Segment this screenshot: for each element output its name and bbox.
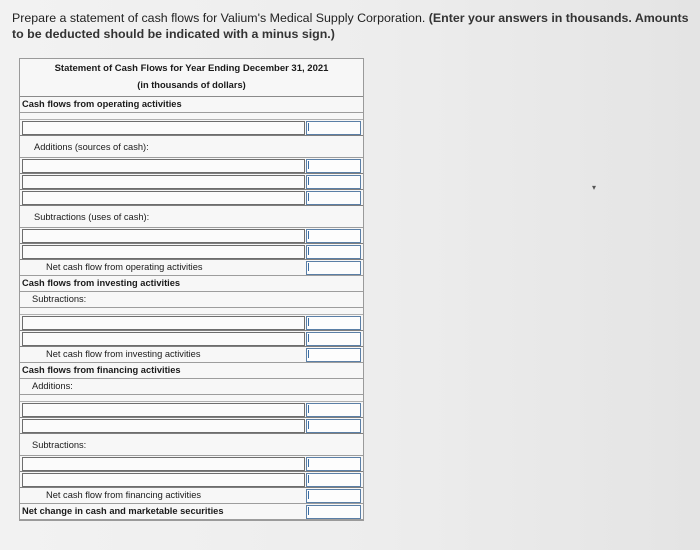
spacer (20, 113, 363, 120)
net-change-amount-input[interactable] (306, 505, 361, 519)
investing-net-row (20, 347, 363, 363)
investing-subtraction-row-1 (20, 315, 363, 331)
financing-additions-row (20, 379, 363, 395)
operating-addition-amount-input-2[interactable] (306, 175, 361, 189)
operating-heading: Cash flows from operating activities (22, 99, 182, 109)
financing-heading: Cash flows from financing activities (22, 365, 181, 375)
financing-addition-row-1 (20, 402, 363, 418)
financing-subtraction-item-input-1[interactable] (22, 457, 305, 471)
operating-addition-row-3 (20, 190, 363, 206)
instructions-text: Prepare a statement of cash flows for Valium's Medical Supply Corporation. (12, 11, 426, 25)
operating-amount-input[interactable] (306, 121, 361, 135)
investing-subtractions-row (20, 292, 363, 308)
operating-item-input[interactable] (22, 121, 305, 135)
financing-addition-amount-input-1[interactable] (306, 403, 361, 417)
investing-subtraction-item-input-1[interactable] (22, 316, 305, 330)
operating-heading-row (20, 97, 363, 113)
operating-addition-item-input-2[interactable] (22, 175, 305, 189)
operating-additions-row (20, 136, 363, 158)
operating-addition-row-1 (20, 158, 363, 174)
investing-subtraction-row-2 (20, 331, 363, 347)
financing-addition-item-input-1[interactable] (22, 403, 305, 417)
spacer (20, 308, 363, 315)
investing-net-amount-input[interactable] (306, 348, 361, 362)
operating-subtraction-item-input-2[interactable] (22, 245, 305, 259)
financing-subtractions-row (20, 434, 363, 456)
operating-addition-item-input-1[interactable] (22, 159, 305, 173)
operating-subtraction-amount-input-2[interactable] (306, 245, 361, 259)
investing-subtractions-label: Subtractions: (32, 294, 87, 304)
operating-subtractions-label: Subtractions (uses of cash): (34, 212, 150, 222)
net-change-label: Net change in cash and marketable securities (22, 506, 224, 516)
net-change-row (20, 504, 363, 520)
spacer (20, 395, 363, 402)
statement-title: Statement of Cash Flows for Year Ending December 31, 2021 (54, 63, 329, 74)
operating-net-row (20, 260, 363, 276)
operating-addition-row-2 (20, 174, 363, 190)
financing-subtractions-label: Subtractions: (32, 440, 87, 450)
operating-additions-label: Additions (sources of cash): (34, 142, 149, 152)
investing-subtraction-amount-input-2[interactable] (306, 332, 361, 346)
operating-addition-amount-input-1[interactable] (306, 159, 361, 173)
financing-subtraction-item-input-2[interactable] (22, 473, 305, 487)
operating-subtraction-row-2 (20, 244, 363, 260)
operating-input-row (20, 120, 363, 136)
investing-subtraction-amount-input-1[interactable] (306, 316, 361, 330)
financing-subtraction-row-2 (20, 472, 363, 488)
financing-net-label: Net cash flow from financing activities (46, 490, 202, 500)
financing-net-amount-input[interactable] (306, 489, 361, 503)
operating-addition-amount-input-3[interactable] (306, 191, 361, 205)
financing-additions-label: Additions: (32, 381, 73, 391)
operating-net-amount-input[interactable] (306, 261, 361, 275)
investing-heading: Cash flows from investing activities (22, 278, 181, 288)
mouse-cursor-icon: ▾ (592, 183, 597, 192)
investing-net-label: Net cash flow from investing activities (46, 349, 201, 359)
financing-heading-row (20, 363, 363, 379)
statement-header (20, 59, 363, 97)
instructions (12, 10, 696, 42)
operating-subtractions-row (20, 206, 363, 228)
operating-subtraction-item-input-1[interactable] (22, 229, 305, 243)
instructions-note: (Enter your answers in thousands. Amounts to be deducted should be indicated with a minus sign.) (12, 11, 689, 41)
financing-subtraction-amount-input-1[interactable] (306, 457, 361, 471)
financing-addition-item-input-2[interactable] (22, 419, 305, 433)
operating-subtraction-amount-input-1[interactable] (306, 229, 361, 243)
financing-addition-amount-input-2[interactable] (306, 419, 361, 433)
financing-addition-row-2 (20, 418, 363, 434)
financing-net-row (20, 488, 363, 504)
financing-subtraction-row-1 (20, 456, 363, 472)
statement-subtitle: (in thousands of dollars) (137, 80, 246, 90)
investing-heading-row (20, 276, 363, 292)
cash-flow-statement-table (19, 58, 364, 521)
operating-subtraction-row-1 (20, 228, 363, 244)
financing-subtraction-amount-input-2[interactable] (306, 473, 361, 487)
operating-net-label: Net cash flow from operating activities (46, 262, 203, 272)
operating-addition-item-input-3[interactable] (22, 191, 305, 205)
investing-subtraction-item-input-2[interactable] (22, 332, 305, 346)
